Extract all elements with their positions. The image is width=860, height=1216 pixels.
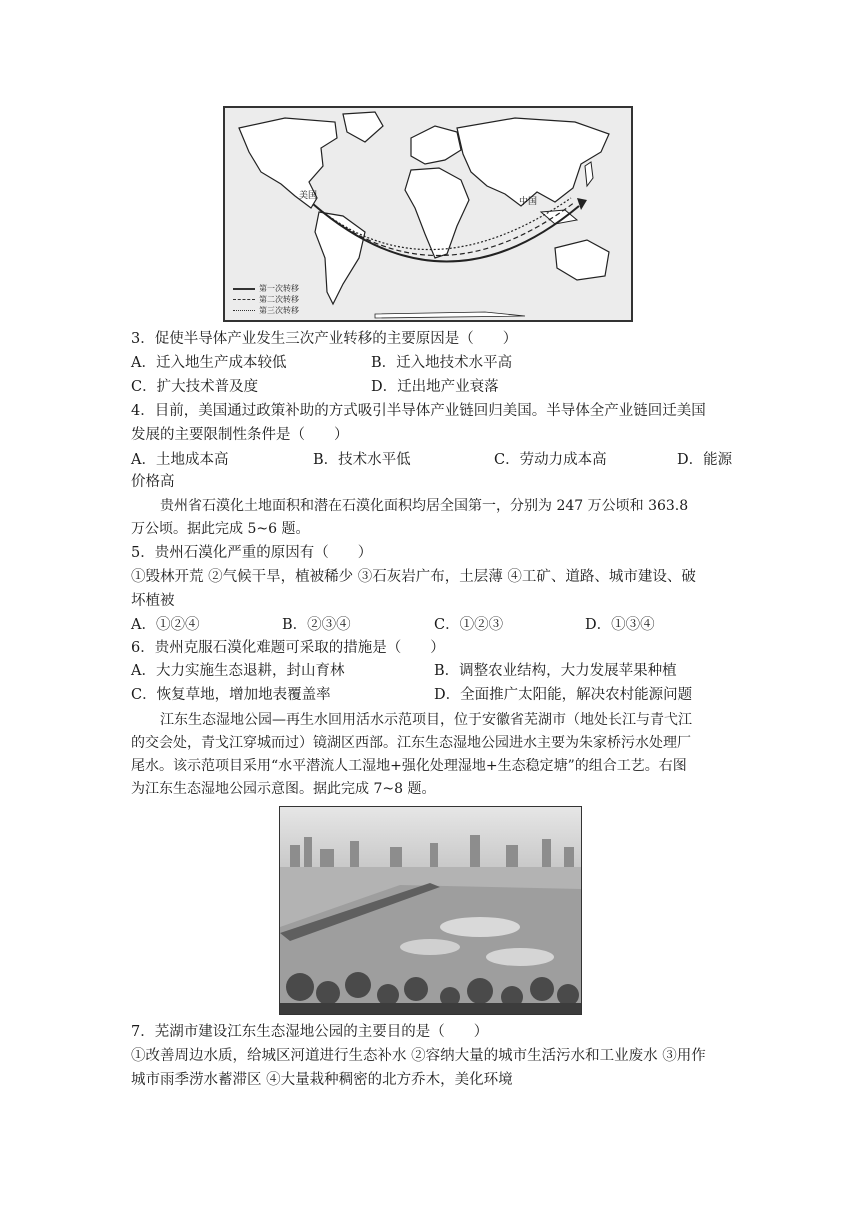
legend-item-second [233, 294, 299, 305]
q6-option-c[interactable]: C．恢复草地，增加地表覆盖率 [131, 687, 331, 703]
passage-guizhou-line1: 贵州省石漠化土地面积和潜在石漠化面积均居全国第一，分别为 247 万公顷和 363.8 [160, 498, 689, 514]
q5-option-a[interactable]: A．①②④ [131, 617, 200, 633]
q4-option-d[interactable]: D．能源 [677, 452, 733, 468]
legend-item-third [233, 305, 299, 316]
question-7-statements-line1: ①改善周边水质，给城区河道进行生态补水 ②容纳大量的城市生活污水和工业废水 ③用作 [131, 1048, 706, 1064]
q4-option-d-continuation: 价格高 [131, 474, 175, 490]
q6-option-b[interactable]: B．调整农业结构，大力发展苹果种植 [434, 663, 677, 679]
q4-option-b[interactable]: B．技术水平低 [313, 452, 411, 468]
legend-label: 第三次转移 [259, 306, 299, 315]
q4-option-a[interactable]: A．土地成本高 [131, 452, 229, 468]
passage-guizhou-line2: 万公顷。据此完成 5~6 题。 [131, 521, 310, 537]
passage-wetland-line4: 为江东生态湿地公园示意图。据此完成 7~8 题。 [131, 781, 436, 797]
passage-wetland-line3: 尾水。该示范项目采用“水平潜流人工湿地+强化处理湿地+生态稳定塘”的组合工艺。右图 [131, 758, 687, 774]
map-label-usa: 美国 [299, 191, 318, 201]
q4-option-c[interactable]: C．劳动力成本高 [494, 452, 607, 468]
q3-option-a[interactable]: A．迁入地生产成本较低 [131, 355, 287, 371]
q3-option-b[interactable]: B．迁入地技术水平高 [371, 355, 513, 371]
passage-wetland-line1: 江东生态湿地公园—再生水回用活水示范项目，位于安徽省芜湖市（地处长江与青弋江 [160, 712, 692, 728]
q3-option-c[interactable]: C．扩大技术普及度 [131, 379, 259, 395]
q5-option-d[interactable]: D．①③④ [585, 617, 655, 633]
question-4-stem-line1: 4．目前，美国通过政策补助的方式吸引半导体产业链回归美国。半导体全产业链回迁美国 [131, 403, 706, 419]
question-5-stem: 5．贵州石漠化严重的原因有（ ） [131, 545, 373, 561]
q6-option-d[interactable]: D．全面推广太阳能，解决农村能源问题 [434, 687, 693, 703]
map-legend [233, 283, 299, 316]
legend-swatch-solid [233, 288, 255, 290]
question-5-statements-line2: 坏植被 [131, 593, 175, 609]
map-label-china: 中国 [519, 197, 538, 207]
question-7-statements-line2: 城市雨季涝水蓄滞区 ④大量栽种稠密的北方乔木，美化环境 [131, 1072, 513, 1088]
question-3-stem: 3．促使半导体产业发生三次产业转移的主要原因是（ ） [131, 331, 518, 347]
passage-wetland-line2: 的交会处，青戈江穿城而过）镜湖区西部。江东生态湿地公园进水主要为朱家桥污水处理厂 [131, 735, 691, 751]
legend-label: 第二次转移 [259, 295, 299, 304]
q6-option-a[interactable]: A．大力实施生态退耕，封山育林 [131, 663, 345, 679]
q5-option-c[interactable]: C．①②③ [434, 617, 504, 633]
q5-option-b[interactable]: B．②③④ [282, 617, 351, 633]
wetland-park-image [280, 807, 581, 1014]
question-5-statements-line1: ①毁林开荒 ②气候干旱，植被稀少 ③石灰岩广布，土层薄 ④工矿、道路、城市建设、破 [131, 569, 696, 585]
world-map-figure [223, 106, 633, 322]
legend-item-first [233, 283, 299, 294]
question-6-stem: 6．贵州克服石漠化难题可采取的措施是（ ） [131, 640, 445, 656]
question-4-stem-line2: 发展的主要限制性条件是（ ） [131, 427, 349, 443]
legend-label: 第一次转移 [259, 284, 299, 293]
question-7-stem: 7．芜湖市建设江东生态湿地公园的主要目的是（ ） [131, 1024, 489, 1040]
legend-swatch-dashed [233, 299, 255, 300]
wetland-park-photo [279, 806, 582, 1015]
legend-swatch-dotted [233, 310, 255, 311]
q3-option-d[interactable]: D．迁出地产业衰落 [371, 379, 499, 395]
